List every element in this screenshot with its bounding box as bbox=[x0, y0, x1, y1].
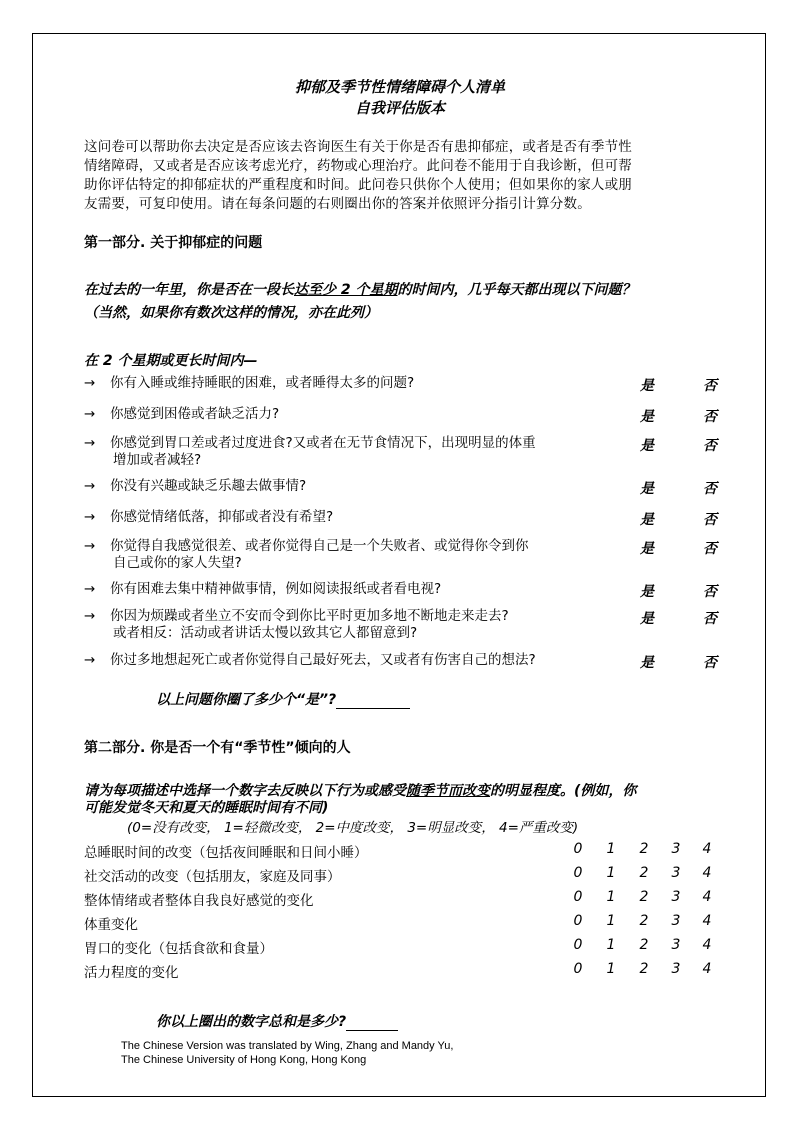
question-1 bbox=[84, 375, 414, 392]
question-3 bbox=[84, 435, 536, 469]
scale-option[interactable]: 0 bbox=[573, 889, 583, 905]
intro-line: 这问卷可以帮助你去决定是否应该去咨询医生有关于你是否有患抑郁症，或者是否有季节性 bbox=[84, 139, 632, 155]
arrow-icon: → bbox=[84, 608, 96, 624]
scale-option[interactable]: 3 bbox=[671, 913, 681, 929]
part2-instruction-line2: 可能发觉冬天和夏天的睡眠时间有不同) bbox=[84, 800, 329, 816]
part2-total-answer-field[interactable] bbox=[346, 1015, 398, 1031]
arrow-icon: → bbox=[84, 509, 96, 525]
no-option[interactable]: 否 bbox=[703, 481, 717, 497]
scale-option[interactable]: 1 bbox=[606, 913, 616, 929]
arrow-icon: → bbox=[84, 478, 96, 494]
arrow-icon: → bbox=[84, 538, 96, 554]
scale-option[interactable]: 3 bbox=[671, 889, 681, 905]
scale-option[interactable]: 4 bbox=[702, 865, 712, 881]
question-4 bbox=[84, 478, 306, 495]
part1-instruction-c: 的时间内，几乎每天都出现以下问题？ bbox=[397, 282, 636, 298]
scale-option[interactable]: 4 bbox=[702, 841, 712, 857]
yes-option[interactable]: 是 bbox=[640, 655, 654, 671]
scale-option[interactable]: 4 bbox=[702, 913, 712, 929]
scale-option[interactable]: 2 bbox=[639, 889, 649, 905]
part1-instruction-emphasis: 达至少 2 个星期 bbox=[294, 282, 398, 298]
question-2 bbox=[84, 406, 279, 423]
arrow-icon: → bbox=[84, 652, 96, 668]
scale-item: 胃口的变化（包括食欲和食量） bbox=[84, 941, 273, 957]
scale-item: 总睡眠时间的改变（包括夜间睡眠和日间小睡） bbox=[84, 845, 368, 861]
arrow-icon: → bbox=[84, 375, 96, 391]
yes-option[interactable]: 是 bbox=[640, 541, 654, 557]
part2-instruction-a: 请为每项描述中选择一个数字去反映以下行为或感受 bbox=[84, 783, 406, 799]
arrow-icon: → bbox=[84, 581, 96, 597]
scale-option[interactable]: 2 bbox=[639, 913, 649, 929]
question-text-continued: 自己或你的家人失望? bbox=[113, 555, 242, 571]
question-text-continued: 或者相反：活动或者讲话太慢以致其它人都留意到? bbox=[113, 625, 418, 641]
part2-instruction-emphasis: 随季节而改变 bbox=[406, 783, 490, 799]
scale-item: 体重变化 bbox=[84, 917, 138, 933]
question-9 bbox=[84, 652, 536, 669]
part1-instruction-a: 在过去的一年里，你是否在一段长 bbox=[84, 282, 294, 298]
yes-option[interactable]: 是 bbox=[640, 584, 654, 600]
no-option[interactable]: 否 bbox=[703, 541, 717, 557]
translation-credit-line2: The Chinese University of Hong Kong, Hong Kong bbox=[121, 1054, 367, 1066]
intro-line: 助你评估特定的抑郁症状的严重程度和时间。此问卷只供你个人使用；但如果你的家人或朋 bbox=[84, 177, 632, 193]
document-title: 抑郁及季节性情绪障碍个人清单 bbox=[294, 78, 505, 96]
scale-option[interactable]: 0 bbox=[573, 865, 583, 881]
question-7 bbox=[84, 581, 441, 598]
yes-option[interactable]: 是 bbox=[640, 438, 654, 454]
no-option[interactable]: 否 bbox=[703, 584, 717, 600]
scale-item: 社交活动的改变（包括朋友，家庭及同事） bbox=[84, 869, 341, 885]
part1-total-label: 以上问题你圈了多少个“是”? bbox=[156, 692, 337, 708]
part1-total-question bbox=[156, 689, 410, 709]
scale-option[interactable]: 0 bbox=[573, 913, 583, 929]
scale-option[interactable]: 0 bbox=[573, 841, 583, 857]
yes-option[interactable]: 是 bbox=[640, 481, 654, 497]
intro-line: 情绪障碍，又或者是否应该考虑光疗，药物或心理治疗。此问卷不能用于自我诊断，但可帮 bbox=[84, 158, 632, 174]
scale-option[interactable]: 3 bbox=[671, 937, 681, 953]
question-text: 你感觉到困倦或者缺乏活力? bbox=[110, 406, 280, 422]
no-option[interactable]: 否 bbox=[703, 611, 717, 627]
yes-option[interactable]: 是 bbox=[640, 409, 654, 425]
scale-option[interactable]: 2 bbox=[639, 841, 649, 857]
scale-item: 整体情绪或者整体自我良好感觉的变化 bbox=[84, 893, 314, 909]
no-option[interactable]: 否 bbox=[703, 409, 717, 425]
part1-instruction bbox=[84, 279, 636, 299]
question-text: 你有困难去集中精神做事情，例如阅读报纸或者看电视? bbox=[110, 581, 442, 597]
scale-item: 活力程度的变化 bbox=[84, 965, 179, 981]
question-text: 你因为烦躁或者坐立不安而令到你比平时更加多地不断地走来走去? bbox=[110, 608, 509, 624]
scale-option[interactable]: 1 bbox=[606, 865, 616, 881]
yes-option[interactable]: 是 bbox=[640, 611, 654, 627]
no-option[interactable]: 否 bbox=[703, 655, 717, 671]
part1-total-answer-field[interactable] bbox=[336, 693, 410, 709]
scale-option[interactable]: 1 bbox=[606, 937, 616, 953]
question-text: 你觉得自我感觉很差、或者你觉得自己是一个失败者、或觉得你令到你 bbox=[110, 538, 529, 554]
question-text: 你有入睡或维持睡眠的困难，或者睡得太多的问题? bbox=[110, 375, 415, 391]
document-subtitle: 自我评估版本 bbox=[354, 99, 445, 117]
no-option[interactable]: 否 bbox=[703, 378, 717, 394]
scale-option[interactable]: 1 bbox=[606, 961, 616, 977]
scale-legend: (0=没有改变， 1=轻微改变， 2=中度改变， 3=明显改变， 4=严重改变) bbox=[127, 820, 579, 836]
scale-option[interactable]: 3 bbox=[671, 961, 681, 977]
scale-option[interactable]: 2 bbox=[639, 937, 649, 953]
question-8 bbox=[84, 608, 509, 642]
question-text: 你没有兴趣或缺乏乐趣去做事情? bbox=[110, 478, 307, 494]
part2-instruction-c: 的明显程度。(例如，你 bbox=[490, 783, 637, 799]
question-text: 你感觉到胃口差或者过度进食?又或者在无节食情况下，出现明显的体重 bbox=[110, 435, 536, 451]
scale-option[interactable]: 4 bbox=[702, 961, 712, 977]
yes-option[interactable]: 是 bbox=[640, 378, 654, 394]
question-text: 你感觉情绪低落，抑郁或者没有希望? bbox=[110, 509, 334, 525]
part2-total-label: 你以上圈出的数字总和是多少? bbox=[156, 1014, 347, 1030]
arrow-icon: → bbox=[84, 406, 96, 422]
no-option[interactable]: 否 bbox=[703, 438, 717, 454]
part2-heading: 第二部分. 你是否一个有“季节性”倾向的人 bbox=[84, 740, 351, 756]
scale-option[interactable]: 1 bbox=[606, 841, 616, 857]
question-5 bbox=[84, 509, 333, 526]
scale-option[interactable]: 4 bbox=[702, 889, 712, 905]
no-option[interactable]: 否 bbox=[703, 512, 717, 528]
intro-paragraph bbox=[84, 138, 724, 214]
scale-option[interactable]: 3 bbox=[671, 841, 681, 857]
scale-option[interactable]: 3 bbox=[671, 865, 681, 881]
translation-credit-line1: The Chinese Version was translated by Wing, Zhang and Mandy Yu, bbox=[121, 1040, 454, 1052]
part2-total-question bbox=[156, 1011, 398, 1031]
scale-option[interactable]: 2 bbox=[639, 865, 649, 881]
scale-option[interactable]: 2 bbox=[639, 961, 649, 977]
part1-instruction-note: （当然，如果你有数次这样的情况，亦在此列） bbox=[84, 305, 378, 321]
part1-subheading: 在 2 个星期或更长时间内— bbox=[84, 353, 258, 369]
scale-option[interactable]: 4 bbox=[702, 937, 712, 953]
scale-option[interactable]: 1 bbox=[606, 889, 616, 905]
question-text-continued: 增加或者减轻? bbox=[113, 452, 202, 468]
intro-line: 友需要，可复印使用。请在每条问题的右则圈出你的答案并依照评分指引计算分数。 bbox=[84, 196, 591, 212]
scale-option[interactable]: 0 bbox=[573, 937, 583, 953]
yes-option[interactable]: 是 bbox=[640, 512, 654, 528]
question-6 bbox=[84, 538, 529, 572]
question-text: 你过多地想起死亡或者你觉得自己最好死去，又或者有伤害自己的想法? bbox=[110, 652, 536, 668]
scale-option[interactable]: 0 bbox=[573, 961, 583, 977]
part1-heading: 第一部分. 关于抑郁症的问题 bbox=[84, 235, 263, 251]
arrow-icon: → bbox=[84, 435, 96, 451]
